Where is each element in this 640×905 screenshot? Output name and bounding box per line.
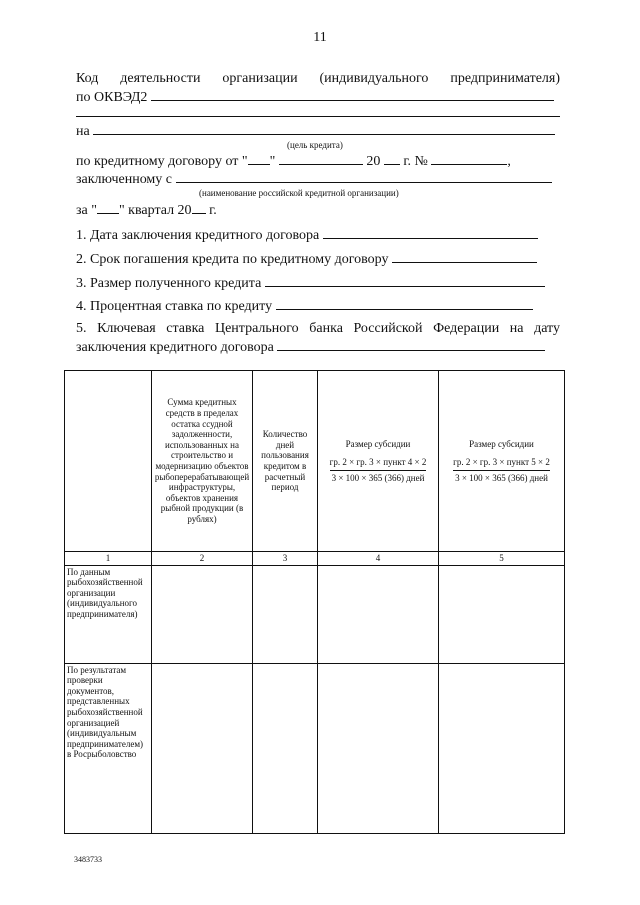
blank-line[interactable] xyxy=(76,116,560,117)
quarter-label: " квартал 20 xyxy=(118,203,192,218)
column-numbers-row xyxy=(65,552,565,566)
item-5-label: заключения кредитного договора xyxy=(76,340,274,355)
formula-col-4-denominator: 3 × 100 × 365 (366) дней xyxy=(331,472,425,483)
footer-code: 3483733 xyxy=(74,855,102,864)
column-number: 1 xyxy=(65,552,152,566)
agreement-day-field[interactable] xyxy=(248,151,270,165)
formula-col-5 xyxy=(453,457,550,483)
table-cell[interactable] xyxy=(439,663,565,833)
row-label: По результатам проверки документов, представленных рыбохозяйственной организацией (индивидуальным предпринимателем) в Росрыболовство xyxy=(65,663,152,833)
agreement-comma: , xyxy=(507,154,511,169)
purpose-field[interactable] xyxy=(93,121,555,135)
item-5-field[interactable] xyxy=(277,337,545,351)
concluded-line xyxy=(76,169,560,188)
table-cell[interactable] xyxy=(253,663,318,833)
agreement-prefix: по кредитному договору от " xyxy=(76,154,248,169)
item-1-label: 1. Дата заключения кредитного договора xyxy=(76,228,320,243)
formula-col-4 xyxy=(330,457,427,483)
okved-code-field[interactable] xyxy=(151,87,554,101)
table-row xyxy=(65,565,565,663)
quarter-prefix: за " xyxy=(76,203,97,218)
page-number: 11 xyxy=(313,30,327,45)
row-label: По данным рыбохозяйственной организации (индивидуального предпринимателя) xyxy=(65,565,152,663)
item-2-field[interactable] xyxy=(392,249,537,263)
agreement-number-label: г. № xyxy=(403,154,428,169)
table-cell[interactable] xyxy=(152,663,253,833)
header-col-4-title: Размер субсидии xyxy=(345,438,411,449)
okved-line-2 xyxy=(76,87,560,106)
item-4 xyxy=(76,296,560,315)
bank-caption: (наименование российской кредитной организации) xyxy=(199,188,399,198)
agreement-year-label: 20 xyxy=(366,154,381,169)
header-col-5 xyxy=(439,371,565,552)
table-cell[interactable] xyxy=(439,565,565,663)
purpose-line xyxy=(76,121,560,140)
table-cell[interactable] xyxy=(318,565,439,663)
item-2 xyxy=(76,249,560,268)
header-col-3: Количество дней пользования кредитом в расчетный период xyxy=(253,371,318,552)
formula-col-4-numerator: гр. 2 × гр. 3 × пункт 4 × 2 xyxy=(330,457,427,471)
column-number: 2 xyxy=(152,552,253,566)
table-header-row xyxy=(65,371,565,552)
item-1-field[interactable] xyxy=(323,225,538,239)
concluded-label: заключенному с xyxy=(76,172,173,187)
quarter-number-field[interactable] xyxy=(97,200,119,214)
header-col-2: Сумма кредитных средств в пределах остатка ссудной задолженности, использованных на строительство и модернизацию объектов рыбоперерабатывающей инфраструктуры, объектов хранения рыбной продукции (в рублях) xyxy=(152,371,253,552)
header-col-4 xyxy=(318,371,439,552)
item-1 xyxy=(76,225,560,244)
quarter-suffix: г. xyxy=(209,203,217,218)
table-cell[interactable] xyxy=(318,663,439,833)
table-cell[interactable] xyxy=(253,565,318,663)
okved-label: по ОКВЭД2 xyxy=(76,90,148,105)
purpose-caption: (цель кредита) xyxy=(287,140,343,150)
item-3-label: 3. Размер полученного кредита xyxy=(76,276,262,291)
formula-col-5-denominator: 3 × 100 × 365 (366) дней xyxy=(455,472,548,483)
bank-name-field[interactable] xyxy=(176,169,552,183)
item-4-field[interactable] xyxy=(276,296,533,310)
table-cell[interactable] xyxy=(152,565,253,663)
item-4-label: 4. Процентная ставка по кредиту xyxy=(76,299,273,314)
agreement-year-field[interactable] xyxy=(384,151,400,165)
quarter-year-field[interactable] xyxy=(192,200,206,214)
agreement-line xyxy=(76,151,560,170)
item-5-line-2 xyxy=(76,337,560,356)
item-3-field[interactable] xyxy=(265,273,545,287)
column-number: 5 xyxy=(439,552,565,566)
table-row xyxy=(65,663,565,833)
header-col-1 xyxy=(65,371,152,552)
column-number: 3 xyxy=(253,552,318,566)
item-2-label: 2. Срок погашения кредита по кредитному договору xyxy=(76,252,389,267)
item-5-line-1: 5. Ключевая ставка Центрального банка Российской Федерации на дату xyxy=(76,321,560,336)
column-number: 4 xyxy=(318,552,439,566)
agreement-quote-close: " xyxy=(269,154,276,169)
quarter-line xyxy=(76,200,560,219)
formula-col-5-numerator: гр. 2 × гр. 3 × пункт 5 × 2 xyxy=(453,457,550,471)
agreement-number-field[interactable] xyxy=(431,151,507,165)
purpose-label: на xyxy=(76,124,90,139)
item-3 xyxy=(76,273,560,292)
okved-line-1: Код деятельности организации (индивидуального предпринимателя) xyxy=(76,71,560,86)
subsidy-table xyxy=(64,370,565,834)
header-col-5-title: Размер субсидии xyxy=(469,438,534,449)
agreement-month-field[interactable] xyxy=(279,151,363,165)
